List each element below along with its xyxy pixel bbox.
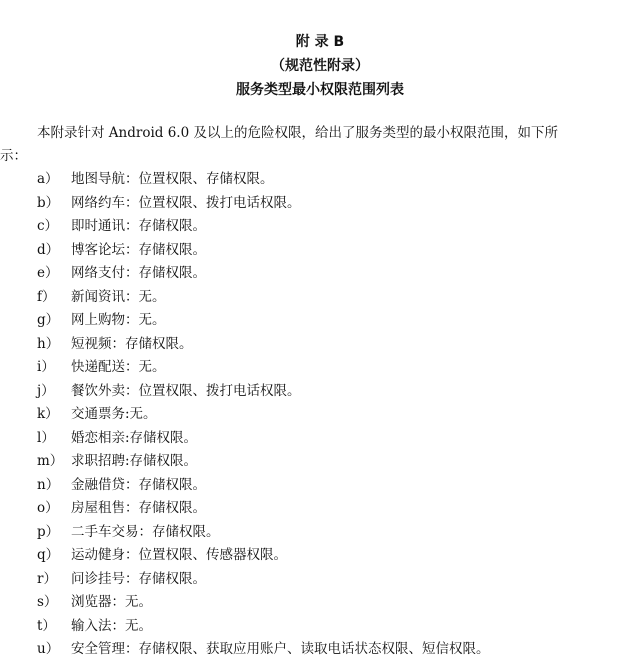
list-item [37, 192, 490, 216]
item-label: j） [37, 382, 55, 399]
list-item [37, 333, 490, 357]
normative-label: （规范性附录） [271, 58, 369, 74]
list-item [37, 521, 490, 545]
item-label: o） [37, 500, 59, 516]
item-text: 运动健身：位置权限、传感器权限。 [71, 547, 287, 563]
item-label: m） [37, 453, 64, 469]
item-text: 网上购物：无。 [71, 312, 166, 328]
item-label: b） [37, 194, 60, 211]
list-item [37, 262, 490, 286]
item-label: t） [37, 617, 56, 634]
list-item [37, 215, 490, 239]
list-item [37, 450, 490, 474]
list-item [37, 380, 490, 404]
item-label: a） [37, 171, 59, 187]
item-text: 求职招聘:存储权限。 [71, 453, 198, 469]
item-text: 金融借贷：存储权限。 [71, 476, 206, 493]
list-item [37, 544, 490, 568]
intro-line-1: 本附录针对 Android 6.0 及以上的危险权限，给出了服务类型的最小权限范围，如下所 [37, 125, 558, 141]
intro-line-2: 示： [0, 148, 27, 164]
item-text: 短视频：存储权限。 [71, 335, 193, 352]
item-text: 博客论坛：存储权限。 [71, 241, 206, 258]
item-text: 房屋租售：存储权限。 [71, 500, 206, 516]
item-label: h） [37, 335, 60, 352]
list-item [37, 591, 490, 615]
list-item [37, 239, 490, 263]
list-item [37, 638, 490, 662]
item-text: 安全管理：存储权限、获取应用账户、读取电话状态权限、短信权限。 [71, 641, 490, 657]
item-text: 输入法：无。 [71, 617, 152, 634]
item-label: i） [37, 359, 55, 375]
list-item [37, 286, 490, 310]
list-item [37, 356, 490, 380]
item-label: s） [37, 594, 58, 610]
item-text: 餐饮外卖：位置权限、拨打电话权限。 [71, 382, 301, 399]
item-text: 网络支付：存储权限。 [71, 265, 206, 281]
service-permission-list [37, 168, 490, 662]
item-text: 婚恋相亲:存储权限。 [71, 429, 198, 446]
item-label: e） [37, 265, 59, 281]
item-label: k） [37, 406, 59, 422]
item-text: 浏览器：无。 [71, 594, 152, 610]
list-item [37, 309, 490, 333]
list-item [37, 427, 490, 451]
list-item [37, 403, 490, 427]
item-label: l） [37, 429, 55, 446]
item-label: d） [37, 241, 60, 258]
item-label: u） [37, 641, 60, 657]
list-item [37, 497, 490, 521]
list-item [37, 568, 490, 592]
item-label: c） [37, 218, 59, 234]
appendix-title: 服务类型最小权限范围列表 [236, 82, 404, 98]
item-text: 交通票务:无。 [71, 406, 157, 422]
item-label: n） [37, 476, 60, 493]
item-text: 二手车交易：存储权限。 [71, 523, 220, 540]
item-text: 问诊挂号：存储权限。 [71, 570, 206, 587]
list-item [37, 474, 490, 498]
item-text: 网络约车：位置权限、拨打电话权限。 [71, 194, 301, 211]
item-text: 地图导航：位置权限、存储权限。 [71, 171, 274, 187]
intro-paragraph [0, 122, 636, 168]
list-item [37, 615, 490, 639]
item-label: p） [37, 523, 60, 540]
item-text: 即时通讯：存储权限。 [71, 218, 206, 234]
item-text: 新闻资讯：无。 [71, 288, 166, 305]
item-label: f） [37, 288, 56, 305]
item-label: q） [37, 547, 60, 563]
item-text: 快递配送：无。 [71, 359, 166, 375]
list-item [37, 168, 490, 192]
appendix-heading: 附 录 B [295, 34, 345, 50]
item-label: g） [37, 312, 60, 328]
item-label: r） [37, 570, 57, 587]
